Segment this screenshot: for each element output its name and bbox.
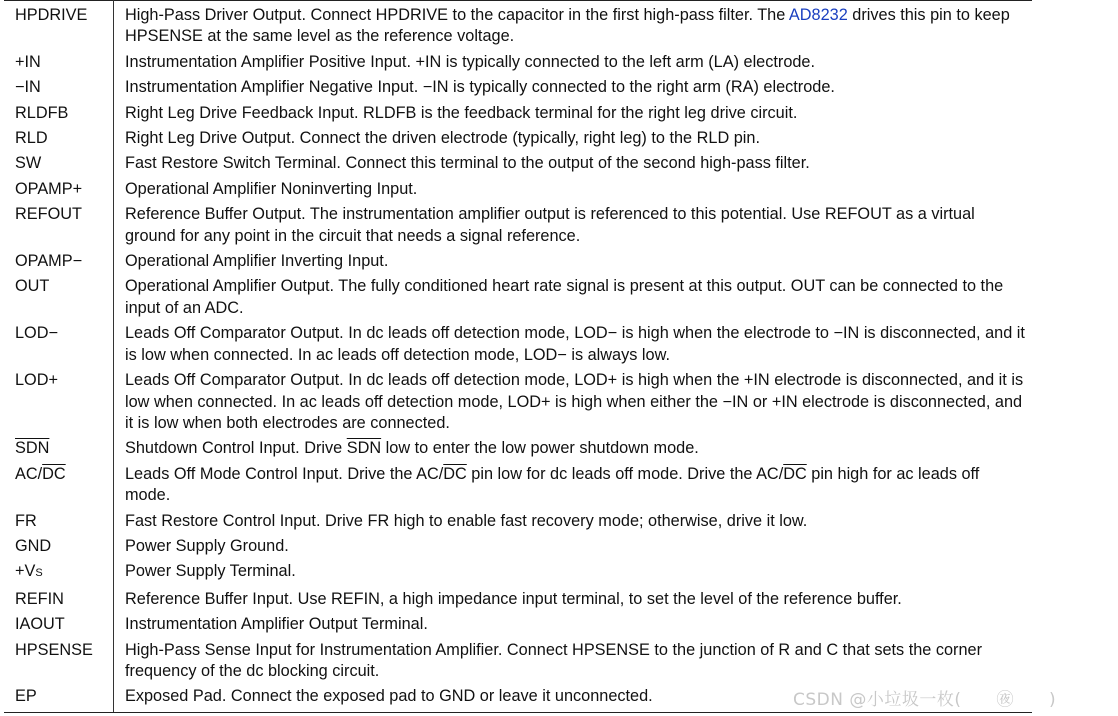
table-row: [4, 103, 1032, 128]
pin-description: Instrumentation Amplifier Output Terminal.: [125, 615, 428, 634]
pin-mnemonic: −IN: [15, 78, 41, 97]
pin-description: Instrumentation Amplifier Positive Input. +IN is typically connected to the left arm (LA) electrode.: [125, 52, 816, 71]
description-text: Leads Off Mode Control Input. Drive the AC/: [125, 464, 444, 483]
table-row: [4, 77, 1032, 102]
pin-mnemonic: OPAMP−: [15, 252, 83, 271]
overlined-mnemonic: $\overline{SDN}$: [15, 439, 50, 458]
table-row: [4, 561, 1032, 588]
pin-mnemonic: IAOUT: [15, 615, 65, 634]
table-row: [4, 536, 1032, 561]
description-text: low to enter the low power shutdown mode.: [381, 439, 699, 458]
pin-function-table: [4, 5, 1032, 712]
pin-description: [114, 438, 1032, 463]
pin-description: Fast Restore Switch Terminal. Connect this terminal to the output of the second high-pass filter.: [125, 154, 810, 173]
mnemonic-subscript: S: [35, 567, 43, 580]
pin-mnemonic: REFIN: [15, 589, 64, 608]
description-text: pin high for ac leads off mode.: [125, 464, 980, 505]
table-row: [4, 179, 1032, 204]
pin-mnemonic: OPAMP+: [15, 179, 83, 198]
pin-description: [114, 464, 1032, 511]
description-text: pin low for dc leads off mode. Drive the AC/: [466, 464, 784, 483]
pin-mnemonic: REFOUT: [15, 205, 82, 224]
pin-mnemonic: EP: [15, 687, 37, 706]
description-text: drives this pin to keep HPSENSE at the same level as the reference voltage.: [125, 6, 1010, 46]
pin-mnemonic: +IN: [15, 52, 41, 71]
pin-description: Right Leg Drive Output. Connect the driven electrode (typically, right leg) to the RLD pin.: [125, 129, 760, 148]
table-row: [4, 5, 1032, 52]
pin-mnemonic: FR: [15, 511, 37, 530]
description-text: High-Pass Driver Output. Connect HPDRIVE to the capacitor in the first high-pass filter. The: [125, 6, 789, 24]
table-row: [4, 640, 1032, 687]
table-row: [4, 128, 1032, 153]
pin-mnemonic: LOD−: [15, 324, 58, 343]
overlined-mnemonic: $\overline{DC}$: [42, 464, 66, 483]
pin-description: Leads Off Comparator Output. In dc leads off detection mode, LOD+ is high when the +IN electrode is disconnected, and it is low when connected. In ac leads off detection mode, LOD+ is high when either the −IN or +IN electrode is disconnected, and it is low when both electrodes are connected.: [125, 371, 1024, 432]
pin-mnemonic: LOD+: [15, 371, 58, 390]
pin-mnemonic: RLD: [15, 129, 48, 148]
table-top-rule: [4, 0, 1032, 1]
pin-description: High-Pass Sense Input for Instrumentation Amplifier. Connect HPSENSE to the junction of R and C that sets the corner frequency of the dc blocking circuit.: [125, 640, 983, 680]
table-row: [4, 276, 1032, 323]
pin-description: Operational Amplifier Output. The fully conditioned heart rate signal is present at this output. OUT can be connected to the input of an ADC.: [125, 277, 1004, 317]
pin-mnemonic: [4, 561, 114, 588]
pin-description: Power Supply Ground.: [125, 536, 289, 555]
pin-mnemonic: [4, 438, 114, 463]
overlined-text: $\overline{DC}$: [443, 464, 467, 483]
pin-description: Operational Amplifier Inverting Input.: [125, 252, 389, 271]
mnemonic-text: +V: [15, 562, 36, 581]
pin-mnemonic: HPSENSE: [15, 640, 93, 659]
pin-description: Power Supply Terminal.: [125, 562, 296, 581]
pin-description: Right Leg Drive Feedback Input. RLDFB is the feedback terminal for the right leg drive circuit.: [125, 103, 798, 122]
table-row: [4, 153, 1032, 178]
pin-description: Operational Amplifier Noninverting Input.: [125, 179, 418, 198]
pin-description: Exposed Pad. Connect the exposed pad to GND or leave it unconnected.: [125, 687, 653, 706]
pin-mnemonic: HPDRIVE: [15, 6, 88, 24]
pin-description: Leads Off Comparator Output. In dc leads off detection mode, LOD− is high when the electrode to −IN is disconnected, and it is low when connected. In ac leads off detection mode, LOD− is always low.: [125, 324, 1025, 364]
pin-description: Reference Buffer Output. The instrumentation amplifier output is referenced to this potential. Use REFOUT as a virtual ground for any point in the circuit that needs a signal reference.: [125, 205, 975, 245]
table-row: [4, 370, 1032, 438]
table-row: [4, 438, 1032, 463]
table-row: [4, 323, 1032, 370]
pin-mnemonic: GND: [15, 536, 52, 555]
table-row: [4, 251, 1032, 276]
table-bottom-rule: [4, 712, 1032, 713]
pin-mnemonic: SW: [15, 154, 42, 173]
overlined-text: $\overline{SDN}$: [346, 439, 382, 458]
table-row: [4, 589, 1032, 614]
pin-description: Instrumentation Amplifier Negative Input. −IN is typically connected to the right arm (RA) electrode.: [125, 78, 835, 97]
table-row: [4, 614, 1032, 639]
pin-mnemonic: RLDFB: [15, 103, 69, 122]
pin-description: Fast Restore Control Input. Drive FR high to enable fast recovery mode; otherwise, drive it low.: [125, 511, 808, 530]
table-row: [4, 52, 1032, 77]
table-row: [4, 511, 1032, 536]
ad8232-link[interactable]: AD8232: [788, 6, 848, 24]
overlined-text: $\overline{DC}$: [783, 464, 807, 483]
csdn-watermark: CSDN @小垃圾一枚( ㊰ ): [793, 690, 1057, 710]
pin-mnemonic: [4, 464, 114, 511]
pin-description: Reference Buffer Input. Use REFIN, a high impedance input terminal, to set the level of the reference buffer.: [125, 589, 902, 608]
table-row: [4, 464, 1032, 511]
description-text: Shutdown Control Input. Drive: [125, 439, 347, 458]
pin-mnemonic: OUT: [15, 277, 50, 296]
table-row: [4, 204, 1032, 251]
mnemonic-text: AC/: [15, 464, 43, 483]
pin-description: [114, 5, 1032, 52]
